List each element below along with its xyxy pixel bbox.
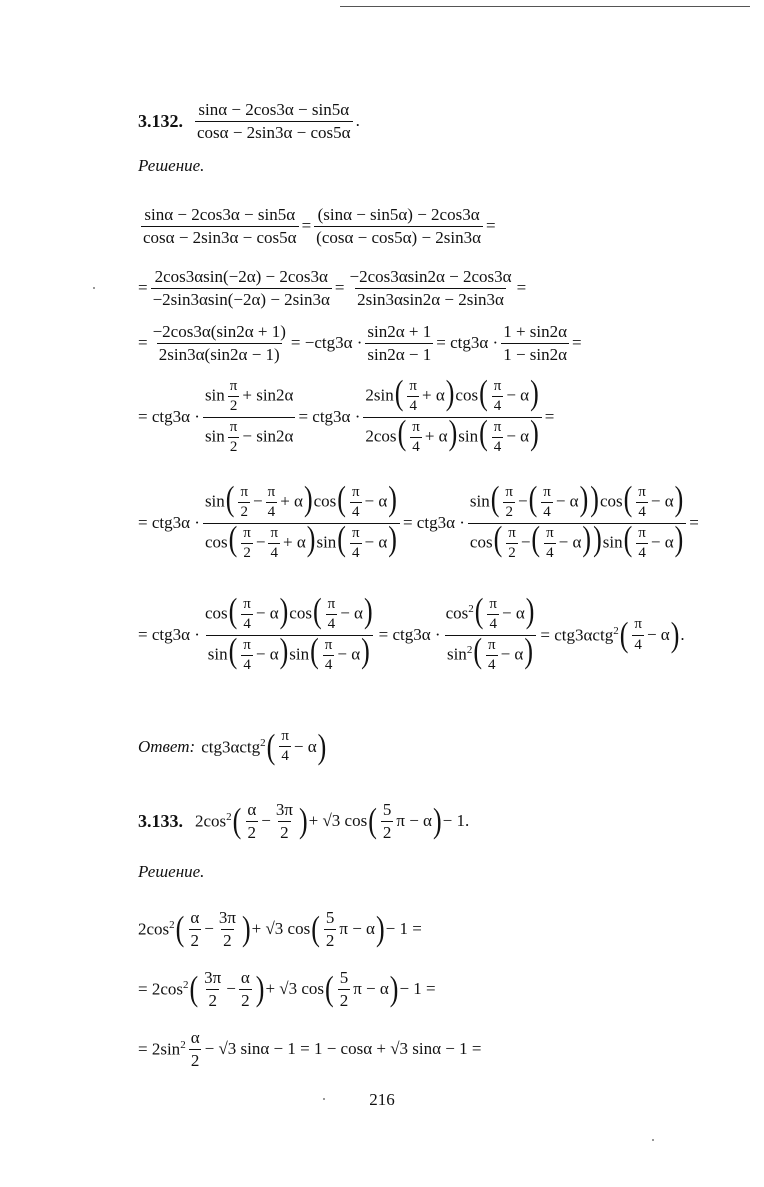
solution-step-2: = $2\cos^2$ ( 3π 2 − $\frac{\alpha}{2}$ ) + √3 cos ( 5 2 π − α ) − 1 = — [138, 968, 436, 1010]
solution-step-5: = ctg3α · sin( $\frac{\pi}{2}$ − $\frac{\pi}{4}$ + α)cos( $\frac{\pi}{4}$ − α) cos( $\frac{\pi}{2}$ − $\frac{\pi}{4}$ + α)sin( $\frac{\pi}{4}$ − α) = ctg3α · sin( $\frac{\pi}{2}$ −( $\frac{\pi}{4}$ − α))cos( $\frac{\pi}{4}$ − α) cos( $\frac{\pi}{2}$ −( $\frac{\pi}{4}$ − α))sin( $\frac{\pi}{4}$ − α) = — [138, 478, 699, 561]
scan-speck — [652, 1139, 654, 1141]
page-number: 216 — [369, 1090, 395, 1109]
solution-step-1: $2\cos^2$ ( α 2 − $\frac{3\pi}{2}$ ) + √3 cos ( 5 2 π − α ) − 1 = — [138, 908, 422, 950]
problem-3-133-header: 3.133. $2\cos^2$ ( α 2 − $\frac{3\pi}{2}$ ) + √3 cos ( 5 2 π − α ) − 1. — [138, 800, 470, 842]
solution-step-1: $\frac{\sin\alpha - 2\cos 3\alpha - \sin 5\alpha}{\cos\alpha - 2\sin 3\alpha - \cos 5\alpha}$ = $\frac{(\sin\alpha - \sin 5\alpha) - 2\cos 3\alpha}{(\cos\alpha - \cos 5\alpha) - 2\sin 3\alpha}$ = — [143, 205, 496, 247]
solution-label: Решение. — [138, 862, 205, 881]
solution-step-2: = $\frac{2\cos 3\alpha\sin(-2\alpha) - 2\cos 3\alpha}{-2\sin 3\alpha\sin(-2\alpha) - 2\sin 3\alpha}$ = $\frac{-2\cos 3\alpha\sin 2\alpha - 2\cos 3\alpha}{2\sin 3\alpha\sin 2\alpha - 2\sin 3\alpha}$ = — [138, 267, 527, 309]
solution-label: Решение. — [138, 156, 205, 175]
solution-step-6: = ctg3α · cos( $\frac{\pi}{4}$ − α)cos( $\frac{\pi}{4}$ − α) sin( $\frac{\pi}{4}$ − α)sin( $\frac{\pi}{4}$ − α) = ctg3α · $\cos^2$( $\frac{\pi}{4}$ − α) $\sin^2$( $\frac{\pi}{4}$ − α) = ctg3αctg$^2$ ( π 4 − α ) . — [138, 590, 685, 673]
scan-speck — [93, 287, 95, 289]
answer-label: Ответ: — [138, 736, 196, 756]
problem-expression: sinα − 2cos3α − sin5α cosα − 2sin3α − cos5α — [197, 100, 351, 142]
answer-line: Ответ: ctg3αctg$^2$ ( π 4 − α ) — [138, 726, 327, 766]
problem-number: 3.132. — [138, 110, 183, 131]
solution-step-3: = $\frac{-2\cos 3\alpha(\sin 2\alpha + 1)}{2\sin 3\alpha(\sin 2\alpha - 1)}$ = −ctg3α · $\frac{\sin 2\alpha + 1}{\sin 2\alpha - 1}$ = ctg3α · $\frac{1 + \sin 2\alpha}{1 - \sin 2\alpha}$ = — [138, 322, 582, 364]
header-rule — [340, 6, 750, 7]
problem-number: 3.133. — [138, 810, 183, 831]
solution-step-3: = $2\sin^2$ α 2 − √3 sinα − 1 = 1 − cosα + √3 sinα − 1 = — [138, 1028, 482, 1070]
scan-speck — [323, 1098, 325, 1100]
problem-3-132-header: 3.132. sinα − 2cos3α − sin5α cosα − 2sin3α − cos5α . — [138, 100, 360, 142]
solution-step-4: = ctg3α · sin $\frac{\pi}{2}$ + sin2α sin $\frac{\pi}{2}$ − sin2α = ctg3α · 2sin( $\frac{\pi}{4}$ + α)cos( $\frac{\pi}{4}$ − α) 2cos( $\frac{\pi}{4}$ + α)sin( $\frac{\pi}{4}$ − α) = — [138, 372, 555, 455]
